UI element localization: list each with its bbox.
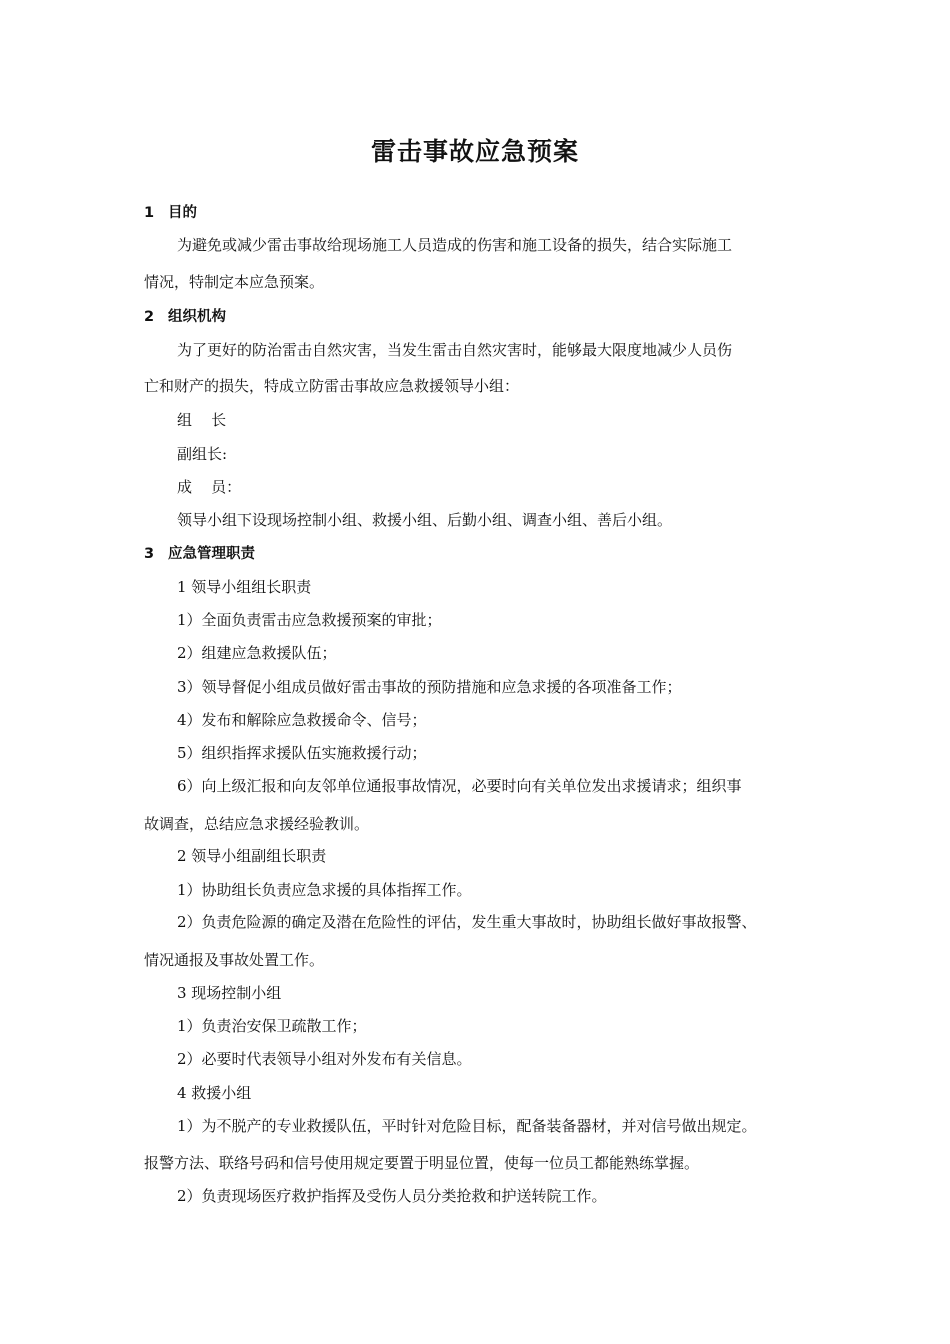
subsection-1-title: 1 领导小组组长职责 — [177, 578, 312, 596]
section-2-number: 2 — [144, 309, 155, 325]
deputy-leader-label: 副组长: — [177, 445, 228, 463]
section-3-heading — [144, 544, 255, 564]
section-2-title: 组织机构 — [168, 309, 226, 325]
subsection-3-title: 3 现场控制小组 — [177, 984, 282, 1002]
list-item-continuation: 故调查，总结应急求援经验教训。 — [144, 815, 370, 833]
section-3-number: 3 — [144, 546, 155, 562]
list-item: 1）为不脱产的专业救援队伍，平时针对危险目标，配备装备器材，并对信号做出规定。 — [177, 1117, 757, 1135]
list-item: 2）组建应急救援队伍； — [177, 644, 337, 662]
list-item: 1）负责治安保卫疏散工作； — [177, 1017, 367, 1035]
list-item: 5）组织指挥求援队伍实施救援行动； — [177, 744, 427, 762]
section-1-heading — [144, 203, 197, 223]
list-item: 2）必要时代表领导小组对外发布有关信息。 — [177, 1050, 472, 1068]
section-1-paragraph-line-1: 为避免或减少雷击事故给现场施工人员造成的伤害和施工设备的损失，结合实际施工 — [177, 236, 733, 254]
section-2-heading — [144, 307, 226, 327]
list-item-continuation: 报警方法、联络号码和信号使用规定要置于明显位置，使每一位员工都能熟练掌握。 — [144, 1154, 700, 1172]
section-1-title: 目的 — [168, 205, 197, 221]
section-1-paragraph-line-2: 情况，特制定本应急预案。 — [144, 273, 325, 291]
members-label: 成 员： — [177, 478, 242, 496]
list-item: 1）协助组长负责应急求援的具体指挥工作。 — [177, 881, 472, 899]
page-title: 雷击事故应急预案 — [370, 137, 579, 166]
list-item: 4）发布和解除应急救援命令、信号； — [177, 711, 427, 729]
list-item-continuation: 情况通报及事故处置工作。 — [144, 951, 325, 969]
subgroups-text: 领导小组下设现场控制小组、救援小组、后勤小组、调查小组、善后小组。 — [177, 511, 673, 529]
list-item: 6）向上级汇报和向友邻单位通报事故情况，必要时向有关单位发出求援请求；组织事 — [177, 777, 742, 795]
list-item: 2）负责危险源的确定及潜在危险性的评估，发生重大事故时，协助组长做好事故报警、 — [177, 913, 757, 931]
list-item: 3）领导督促小组成员做好雷击事故的预防措施和应急求援的各项准备工作； — [177, 678, 682, 696]
section-3-title: 应急管理职责 — [168, 546, 255, 562]
section-2-paragraph-line-2: 亡和财产的损失，特成立防雷击事故应急救援领导小组： — [144, 377, 520, 395]
section-1-number: 1 — [144, 205, 155, 221]
subsection-4-title: 4 救援小组 — [177, 1084, 252, 1102]
subsection-2-title: 2 领导小组副组长职责 — [177, 847, 327, 865]
section-2-paragraph-line-1: 为了更好的防治雷击自然灾害，当发生雷击自然灾害时，能够最大限度地减少人员伤 — [177, 341, 733, 359]
list-item: 1）全面负责雷击应急救援预案的审批； — [177, 611, 442, 629]
list-item: 2）负责现场医疗救护指挥及受伤人员分类抢救和护送转院工作。 — [177, 1187, 607, 1205]
leader-label: 组 长 — [177, 411, 227, 429]
